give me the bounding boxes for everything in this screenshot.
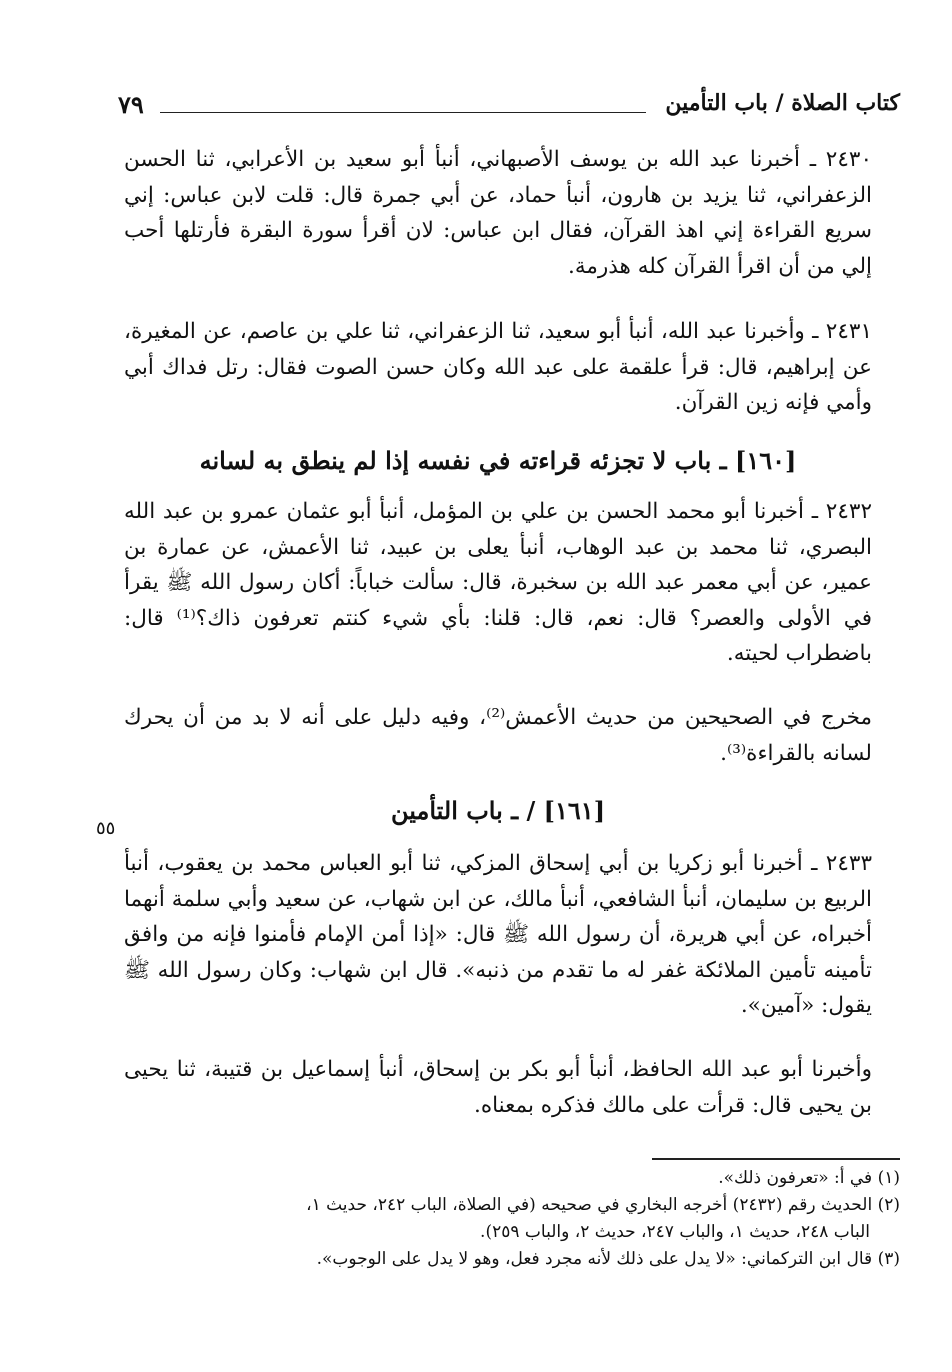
hadith-2432-block: [124, 494, 872, 672]
page-number: ٧٩: [118, 90, 144, 119]
hadith-2432: ٢٤٣٢ ـ أخبرنا أبو محمد الحسن بن علي بن المؤمل، أنبأ أبو عثمان عمرو بن عبد الله البصري، ثنا محمد بن عبد الوهاب، أنبأ يعلى بن عبيد، ثنا الأعمش، عن عمارة بن عمير، عن أبي معمر عبد الله بن سخبرة، قال: سألت خباباً: أكان رسول الله ﷺ يقرأ في الأولى والعصر؟ قال: نعم، قال: قلنا: بأي شيء كنتم تعرفون ذاك؟⁽¹⁾ قال: باضطراب لحيته.: [124, 499, 872, 666]
commentary-2432-block: [124, 700, 872, 771]
footnote-2: (٢) الحديث رقم (٢٤٣٢) أخرجه البخاري في صحيحه (في الصلاة، الباب ٢٤٢، حديث ١،: [306, 1195, 900, 1215]
footnote-2-continued: الباب ٢٤٨، حديث ١، والباب ٢٤٧، حديث ٢، والباب ٢٥٩).: [480, 1222, 870, 1242]
hadith-2433-block: [124, 846, 872, 1024]
header-rule: [160, 112, 646, 113]
footnote-separator: [652, 1158, 900, 1160]
hadith-2430-block: [124, 142, 872, 284]
manuscript-page-marker: ٥٥: [96, 818, 116, 839]
hadith-2433: ٢٤٣٣ ـ أخبرنا أبو زكريا بن أبي إسحاق المزكي، ثنا أبو العباس محمد بن يعقوب، أنبأ الربيع بن سليمان، أنبأ الشافعي، أنبأ مالك، عن ابن شهاب، عن سعيد وأبي سلمة أنهما أخبراه، عن أبي هريرة، أن رسول الله ﷺ قال: «إذا أمن الإمام فأمنوا فإنه من وافق تأمينه تأمين الملائكة غفر له ما تقدم من ذنبه». قال ابن شهاب: وكان رسول الله ﷺ يقول: «آمين».: [124, 851, 872, 1018]
footnotes: [110, 1165, 900, 1273]
hadith-2431-block: [124, 314, 872, 421]
hadith-2433-chain: وأخبرنا أبو عبد الله الحافظ، أنبأ أبو بكر بن إسحاق، أنبأ إسماعيل بن قتيبة، ثنا يحيى بن يحيى قال: قرأت على مالك فذكره بمعناه.: [124, 1057, 872, 1118]
hadith-2430: ٢٤٣٠ ـ أخبرنا عبد الله بن يوسف الأصبهاني، أنبأ أبو سعيد بن الأعرابي، ثنا الحسن الزعفراني، ثنا يزيد بن هارون، أنبأ حماد، عن أبي جمرة قال: قلت لابن عباس: إني سريع القراءة إني اهذ القرآن، فقال ابن عباس: لان أقرأ سورة البقرة فأرتلها أحب إلي من أن اقرأ القرآن كله هذرمة.: [124, 147, 872, 279]
chapter-160-heading: [١٦٠] ـ باب لا تجزئه قراءته في نفسه إذا لم ينطق به لسانه: [199, 446, 797, 475]
footnote-1: (١) في أ: «تعرفون ذلك».: [718, 1168, 900, 1188]
commentary-2432: مخرج في الصحيحين من حديث الأعمش⁽²⁾، وفيه دليل على أنه لا بد من أن يحرك لسانه بالقراءة⁽³⁾.: [124, 705, 872, 766]
chapter-161-heading: [١٦١] / ـ باب التأمين: [390, 796, 606, 825]
hadith-2431: ٢٤٣١ ـ وأخبرنا عبد الله، أنبأ أبو سعيد، ثنا الزعفراني، ثنا علي بن عاصم، عن المغيرة، عن إبراهيم، قال: قرأ علقمة على عبد الله وكان حسن الصوت فقال: رتل فداك أبي وأمي فإنه زين القرآن.: [124, 319, 872, 415]
running-header: [118, 88, 900, 128]
footnote-3: (٣) قال ابن التركماني: «لا يدل على ذلك لأنه مجرد فعل، وهو لا يدل على الوجوب».: [316, 1249, 900, 1269]
hadith-2433b-block: [124, 1052, 872, 1123]
header-title: كتاب الصلاة / باب التأمين: [665, 90, 900, 116]
